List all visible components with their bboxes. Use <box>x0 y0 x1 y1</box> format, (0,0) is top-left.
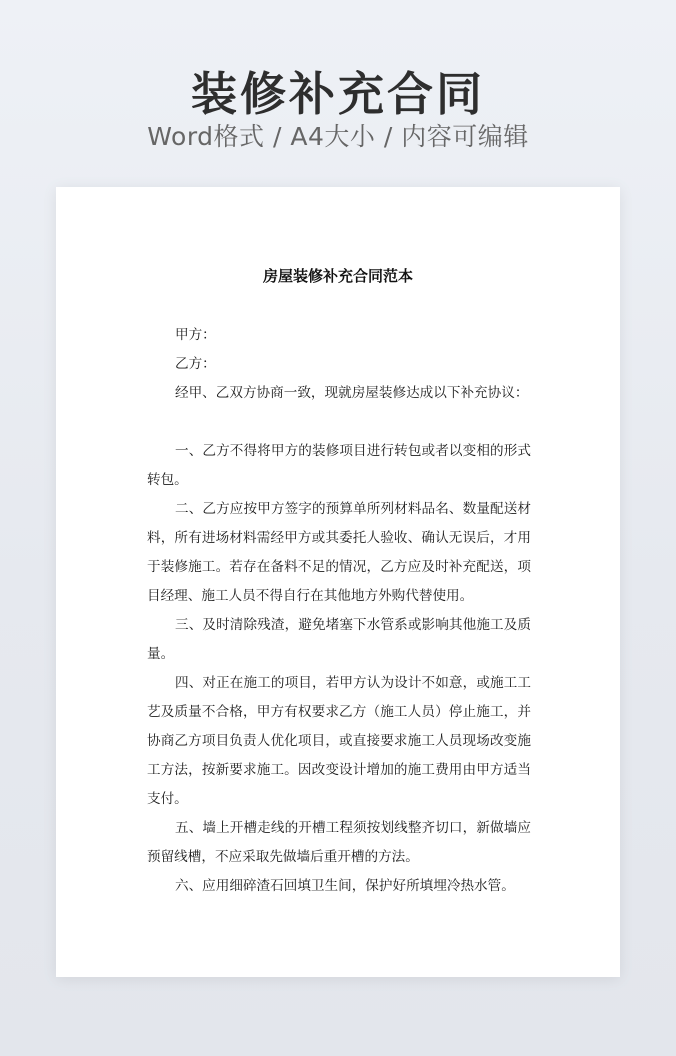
intro-paragraph: 经甲、乙双方协商一致，现就房屋装修达成以下补充协议： <box>175 385 529 401</box>
clause-2: 二、乙方应按甲方签字的预算单所列材料品名、数量配送材料，所有进场材料需经甲方或其委托人验收、确认无误后，才用于装修施工。若存在备料不足的情况，乙方应及时补充配送，项目经理、施工人员不得自行在其他地方外购代替使用。 <box>147 501 531 604</box>
banner-title: 装修补充合同 <box>191 67 485 121</box>
party-a-line: 甲方： <box>175 327 216 343</box>
clause-1: 一、乙方不得将甲方的装修项目进行转包或者以变相的形式转包。 <box>147 443 531 488</box>
banner-subtitle: Word格式 / A4大小 / 内容可编辑 <box>147 122 529 151</box>
clause-5: 五、墙上开槽走线的开槽工程须按划线整齐切口，新做墙应预留线槽，不应采取先做墙后重开槽的方法。 <box>147 820 531 865</box>
clause-3: 三、及时清除残渣，避免堵塞下水管系或影响其他施工及质量。 <box>147 617 531 662</box>
clause-4: 四、对正在施工的项目，若甲方认为设计不如意，或施工工艺及质量不合格，甲方有权要求乙方（施工人员）停止施工，并协商乙方项目负责人优化项目，或直接要求施工人员现场改变施工方法，按新要求施工。因改变设计增加的施工费用由甲方适当支付。 <box>147 675 531 807</box>
document-title: 房屋装修补充合同范本 <box>262 267 413 285</box>
document-page <box>56 187 620 977</box>
party-b-line: 乙方： <box>175 356 216 372</box>
document-body <box>147 321 531 901</box>
paragraph-spacer <box>147 408 531 437</box>
clause-6: 六、应用细碎渣石回填卫生间，保护好所填埋冷热水管。 <box>175 878 515 894</box>
